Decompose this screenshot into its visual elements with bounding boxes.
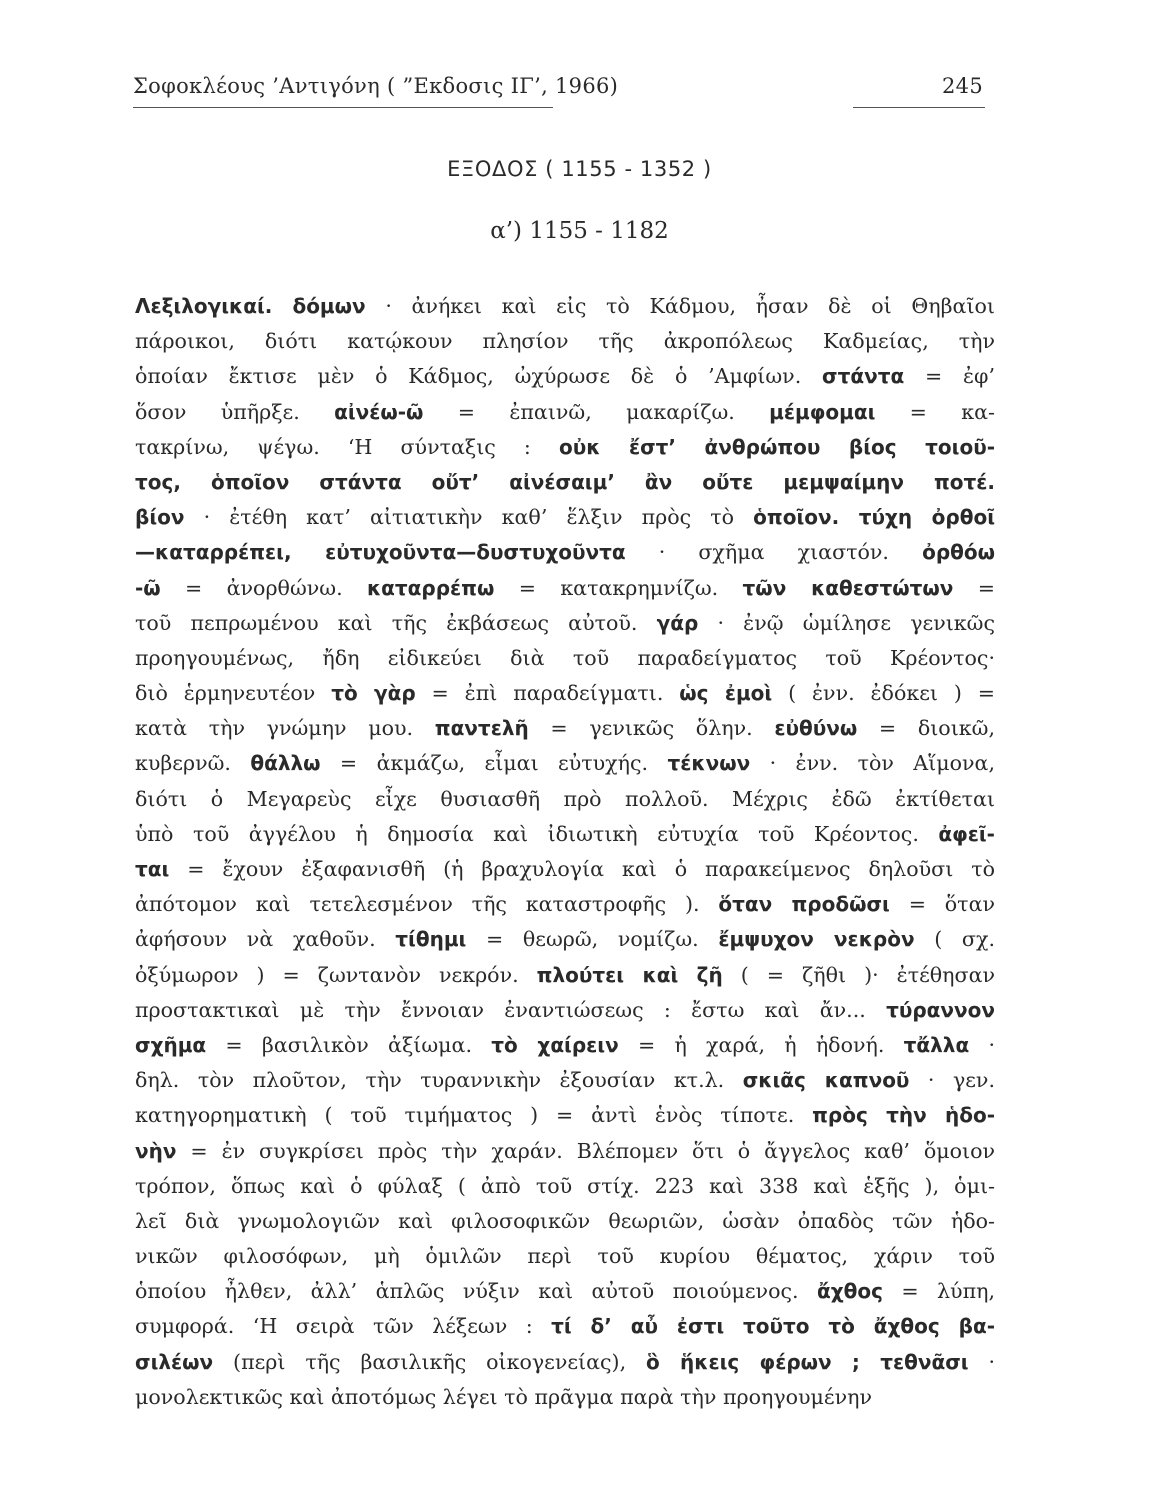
gloss-text: δηλ. τὸν πλοῦτον, τὴν τυραννικὴν ἐξουσίαν κτ.λ. bbox=[135, 1068, 743, 1093]
text-line bbox=[135, 1345, 995, 1380]
text-line bbox=[135, 817, 995, 852]
text-line bbox=[135, 746, 995, 781]
lemma-term: ἀφεῖ- bbox=[938, 821, 995, 846]
lemma-term: ὀρθόω bbox=[922, 540, 995, 565]
gloss-text: = κατακρημνίζω. bbox=[494, 575, 743, 600]
lemma-term: παντελῆ bbox=[434, 716, 529, 741]
gloss-text: = θεωρῶ, νομίζω. bbox=[466, 927, 719, 952]
gloss-text: = ἔχουν ἐξαφανισθῆ (ἡ βραχυλογία καὶ ὁ παρακείμενος δηλοῦσι τὸ bbox=[169, 857, 995, 881]
text-line bbox=[135, 711, 995, 746]
lemma-term: μέμφομαι bbox=[769, 399, 876, 424]
text-line bbox=[135, 1063, 995, 1098]
text-line bbox=[135, 1309, 995, 1344]
header-rule bbox=[133, 107, 553, 108]
text-line bbox=[135, 324, 995, 359]
lemma-term: πρὸς τὴν ἡδο- bbox=[812, 1103, 995, 1128]
text-line bbox=[135, 1098, 995, 1133]
gloss-text: = ἡ χαρά, ἡ ἡδονή. bbox=[618, 1032, 904, 1057]
text-line bbox=[135, 1028, 995, 1063]
text-line bbox=[135, 359, 995, 394]
lemma-term: γάρ bbox=[656, 610, 699, 635]
gloss-text: = γενικῶς ὅλην. bbox=[528, 716, 775, 741]
gloss-text: κατὰ τὴν γνώμην μου. bbox=[135, 716, 435, 741]
gloss-text: · ἀνήκει καὶ εἰς τὸ Κάδμου, ἦσαν δὲ οἱ Θηβαῖοι bbox=[365, 294, 995, 318]
header-rule bbox=[853, 107, 985, 108]
gloss-text: ( = ζῆθι )· ἐτέθησαν bbox=[722, 962, 995, 987]
text-line bbox=[135, 1134, 995, 1169]
gloss-text: = διοικῶ, bbox=[857, 716, 995, 741]
text-line bbox=[135, 395, 995, 430]
lemma-term: εὐθύνω bbox=[774, 716, 858, 741]
gloss-text: ὁποίου ἦλθεν, ἀλλ’ ἁπλῶς νύξιν καὶ αὐτοῦ ποιούμενος. bbox=[135, 1279, 817, 1304]
text-line bbox=[135, 535, 995, 570]
lemma-term: τῶν καθεστώτων bbox=[742, 575, 954, 600]
gloss-text: = βασιλικὸν ἀξίωμα. bbox=[206, 1032, 492, 1057]
text-line bbox=[135, 1239, 995, 1274]
text-line bbox=[135, 430, 995, 465]
gloss-text: = ἀκμάζω, εἶμαι εὐτυχής. bbox=[320, 751, 668, 776]
lemma-term: ὡς ἐμοὶ bbox=[679, 681, 773, 706]
text-line bbox=[135, 852, 995, 887]
gloss-text: ἀπότομον καὶ τετελεσμένον τῆς καταστροφῆς ). bbox=[135, 892, 719, 917]
gloss-text: μονολεκτικῶς καὶ ἀποτόμως λέγει τὸ πρᾶγμα παρὰ τὴν προηγουμένην bbox=[135, 1384, 872, 1409]
text-line bbox=[135, 958, 995, 993]
gloss-text: κυβερνῶ. bbox=[135, 751, 251, 776]
lemma-term: πλούτει καὶ ζῆ bbox=[536, 962, 723, 987]
lemma-term: ἄχθος bbox=[816, 1279, 883, 1304]
gloss-text: διότι ὁ Μεγαρεὺς εἶχε θυσιασθῆ πρὸ πολλοῦ. Μέχρις ἐδῶ ἐκτίθεται bbox=[135, 786, 995, 811]
lemma-term: τέκνων bbox=[667, 751, 751, 776]
lemma-term: τὸ χαίρειν bbox=[491, 1032, 619, 1057]
lemma-term: θάλλω bbox=[250, 751, 321, 776]
lemma-term: τος, ὁποῖον στάντα οὔτ’ αἰνέσαιμ’ ἂν οὔτε μεμψαίμην ποτέ. bbox=[135, 469, 995, 494]
text-line bbox=[135, 887, 995, 922]
lemma-term: ὁποῖον. τύχη ὀρθοῖ bbox=[753, 505, 995, 530]
gloss-text: ὑπὸ τοῦ ἀγγέλου ἡ δημοσία καὶ ἰδιωτικὴ εὐτυχία τοῦ Κρέοντος. bbox=[135, 821, 939, 846]
lemma-term: τἄλλα bbox=[903, 1032, 970, 1057]
lemma-term: —καταρρέπει, εὐτυχοῦντα—δυστυχοῦντα bbox=[135, 540, 626, 565]
gloss-text: ὀξύμωρον ) = ζωντανὸν νεκρόν. bbox=[135, 962, 537, 987]
gloss-text: ὅσον ὑπῆρξε. bbox=[135, 399, 335, 424]
gloss-text: = ἐπαινῶ, μακαρίζω. bbox=[423, 399, 770, 424]
lemma-term: τί δ’ αὖ ἐστι τοῦτο τὸ ἄχθος βα- bbox=[551, 1314, 995, 1339]
gloss-text: διὸ ἑρμηνευτέον bbox=[135, 681, 332, 706]
text-line bbox=[135, 606, 995, 641]
lemma-term: νὴν bbox=[135, 1138, 177, 1163]
lemma-term: σχῆμα bbox=[135, 1032, 207, 1057]
gloss-text: = ἐν συγκρίσει πρὸς τὴν χαράν. Βλέπομεν ὅτι ὁ ἄγγελος καθ’ ὅμοιον bbox=[176, 1138, 995, 1163]
lemma-term: καταρρέπω bbox=[366, 575, 495, 600]
lemma-term: -ῶ bbox=[135, 575, 161, 600]
gloss-text: λεῖ διὰ γνωμολογιῶν καὶ φιλοσοφικῶν θεωριῶν, ὡσὰν ὀπαδὸς τῶν ἡδο- bbox=[135, 1208, 995, 1233]
text-line bbox=[135, 500, 995, 535]
gloss-text: ὁποίαν ἔκτισε μὲν ὁ Κάδμος, ὠχύρωσε δὲ ὁ ’Αμφίων. bbox=[135, 364, 822, 389]
lemma-term: ὅταν προδῶσι bbox=[718, 892, 890, 917]
lemma-term: τύραννον bbox=[886, 997, 995, 1022]
text-line bbox=[135, 676, 995, 711]
gloss-text: πάροικοι, διότι κατῴκουν πλησίον τῆς ἀκροπόλεως Καδμείας, τὴν bbox=[135, 329, 995, 354]
lemma-term: Λεξιλογικαί. δόμων bbox=[135, 294, 366, 318]
lemma-term: στάντα bbox=[822, 364, 905, 389]
lemma-term: βίον bbox=[135, 505, 185, 530]
gloss-text: = ὅταν bbox=[889, 892, 995, 917]
gloss-text: προστακτικαὶ μὲ τὴν ἔννοιαν ἐναντιώσεως : ἔστω καὶ ἄν... bbox=[135, 997, 887, 1022]
gloss-text: κατηγορηματικὴ ( τοῦ τιμήματος ) = ἀντὶ ἑνὸς τίποτε. bbox=[135, 1103, 813, 1128]
gloss-text: (περὶ τῆς βασιλικῆς οἰκογενείας), bbox=[213, 1349, 647, 1374]
text-line bbox=[135, 571, 995, 606]
gloss-text: ἀφήσουν νὰ χαθοῦν. bbox=[135, 927, 396, 952]
gloss-text: τακρίνω, ψέγω. ‘Η σύνταξις : bbox=[135, 434, 559, 459]
lemma-term: αἰνέω-ῶ bbox=[334, 399, 424, 424]
lemma-term: σκιᾶς καπνοῦ bbox=[742, 1068, 910, 1093]
gloss-text: · ἐνῷ ὡμίλησε γενικῶς bbox=[698, 610, 995, 635]
gloss-text: · σχῆμα χιαστόν. bbox=[625, 540, 923, 565]
section-title: ΕΞΟΔΟΣ ( 1155 - 1352 ) bbox=[447, 157, 712, 181]
page-number: 245 bbox=[942, 74, 983, 98]
lemma-term: τίθημι bbox=[395, 927, 467, 952]
lemma-term: ται bbox=[135, 857, 170, 881]
text-line bbox=[135, 1380, 995, 1415]
commentary-body bbox=[135, 289, 995, 1415]
text-line bbox=[135, 641, 995, 676]
lemma-term: οὐκ ἔστ’ ἀνθρώπου βίος τοιοῦ- bbox=[558, 434, 995, 459]
subsection-title: α’) 1155 - 1182 bbox=[490, 218, 669, 244]
text-line bbox=[135, 1169, 995, 1204]
lemma-term: σιλέων bbox=[135, 1349, 214, 1374]
gloss-text: = ἐπὶ παραδείγματι. bbox=[415, 681, 680, 706]
gloss-text: = ἐφ’ bbox=[904, 364, 995, 389]
gloss-text: ( σχ. bbox=[914, 927, 995, 952]
lemma-term: ὃ ἥκεις φέρων ; τεθνᾶσι bbox=[646, 1349, 969, 1374]
text-line bbox=[135, 289, 995, 324]
gloss-text: · γεν. bbox=[909, 1068, 995, 1093]
text-line bbox=[135, 922, 995, 957]
gloss-text: νικῶν φιλοσόφων, μὴ ὁμιλῶν περὶ τοῦ κυρίου θέματος, χάριν τοῦ bbox=[135, 1244, 995, 1269]
gloss-text: = κα- bbox=[875, 399, 995, 424]
gloss-text: · ἐνν. τὸν Αἵμονα, bbox=[750, 751, 995, 776]
text-line bbox=[135, 993, 995, 1028]
text-line bbox=[135, 1274, 995, 1309]
gloss-text: · bbox=[968, 1349, 995, 1374]
text-line bbox=[135, 1204, 995, 1239]
gloss-text: τοῦ πεπρωμένου καὶ τῆς ἐκβάσεως αὐτοῦ. bbox=[135, 610, 657, 635]
gloss-text: ( ἐνν. ἐδόκει ) = bbox=[772, 681, 995, 706]
gloss-text: τρόπον, ὅπως καὶ ὁ φύλαξ ( ἀπὸ τοῦ στίχ. 223 καὶ 338 καὶ ἑξῆς ), ὁμι- bbox=[135, 1173, 995, 1198]
gloss-text: · ἐτέθη κατ’ αἰτιατικὴν καθ’ ἕλξιν πρὸς τὸ bbox=[184, 505, 754, 530]
text-line bbox=[135, 782, 995, 817]
gloss-text: προηγουμένως, ἤδη εἰδικεύει διὰ τοῦ παραδείγματος τοῦ Κρέοντος· bbox=[135, 645, 995, 670]
text-line bbox=[135, 465, 995, 500]
running-header bbox=[133, 74, 985, 106]
lemma-term: ἔμψυχον νεκρὸν bbox=[718, 927, 915, 952]
gloss-text: = bbox=[953, 575, 995, 600]
gloss-text: συμφορά. ‘Η σειρὰ τῶν λέξεων : bbox=[135, 1314, 552, 1339]
running-title: Σοφοκλέους ’Αντιγόνη ( ”Εκδοσις ΙΓ’, 1966) bbox=[133, 74, 619, 98]
gloss-text: = λύπη, bbox=[882, 1279, 995, 1304]
lemma-term: τὸ γὰρ bbox=[331, 681, 416, 706]
gloss-text: · bbox=[969, 1032, 995, 1057]
gloss-text: = ἀνορθώνω. bbox=[160, 575, 367, 600]
